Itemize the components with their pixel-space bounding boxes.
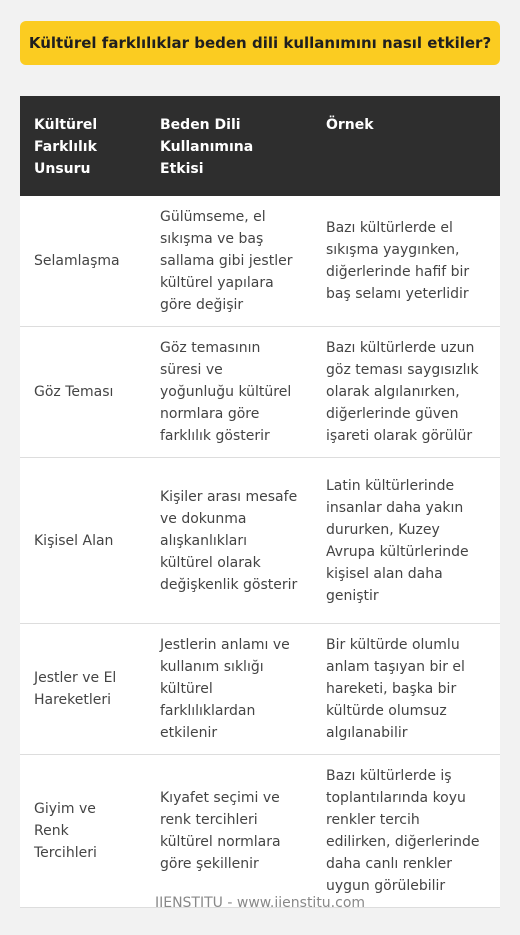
cell-element: Giyim ve Renk Tercihleri — [20, 755, 146, 908]
cell-element: Kişisel Alan — [20, 458, 146, 624]
cell-effect: Göz temasının süresi ve yoğunluğu kültürel normlara göre farklılık gösterir — [146, 327, 312, 458]
cell-effect: Jestlerin anlamı ve kullanım sıklığı kültürel farklılıklardan etkilenir — [146, 624, 312, 755]
table-row — [20, 624, 500, 755]
cell-example: Bazı kültürlerde iş toplantılarında koyu renkler tercih edilirken, diğerlerinde daha canlı renkler uygun görülebilir — [312, 755, 500, 908]
table-row — [20, 458, 500, 624]
cell-effect: Gülümseme, el sıkışma ve baş sallama gibi jestler kültürel yapılara göre değişir — [146, 196, 312, 327]
cell-element: Jestler ve El Hareketleri — [20, 624, 146, 755]
table-row — [20, 196, 500, 327]
table-row — [20, 755, 500, 908]
header-element: Kültürel Farklılık Unsuru — [20, 96, 146, 196]
comparison-table — [20, 96, 500, 908]
header-example: Örnek — [312, 96, 500, 196]
cell-example: Bazı kültürlerde el sıkışma yaygınken, diğerlerinde hafif bir baş selamı yeterlidir — [312, 196, 500, 327]
footer-credit: IIENSTITU - www.iienstitu.com — [154, 895, 366, 911]
cell-example: Bazı kültürlerde uzun göz teması saygısızlık olarak algılanırken, diğerlerinde güven işareti olarak görülür — [312, 327, 500, 458]
cell-example: Latin kültürlerinde insanlar daha yakın dururken, Kuzey Avrupa kültürlerinde kişisel alan daha geniştir — [312, 458, 500, 624]
cell-effect: Kişiler arası mesafe ve dokunma alışkanlıkları kültürel olarak değişkenlik gösterir — [146, 458, 312, 624]
header-effect: Beden Dili Kullanımına Etkisi — [146, 96, 312, 196]
cell-example: Bir kültürde olumlu anlam taşıyan bir el hareketi, başka bir kültürde olumsuz algılanabilir — [312, 624, 500, 755]
table-header-row — [20, 96, 500, 196]
page-title: Kültürel farklılıklar beden dili kullanımını nasıl etkiler? — [20, 21, 500, 65]
cell-element: Selamlaşma — [20, 196, 146, 327]
table-row — [20, 327, 500, 458]
cell-element: Göz Teması — [20, 327, 146, 458]
cell-effect: Kıyafet seçimi ve renk tercihleri kültürel normlara göre şekillenir — [146, 755, 312, 908]
